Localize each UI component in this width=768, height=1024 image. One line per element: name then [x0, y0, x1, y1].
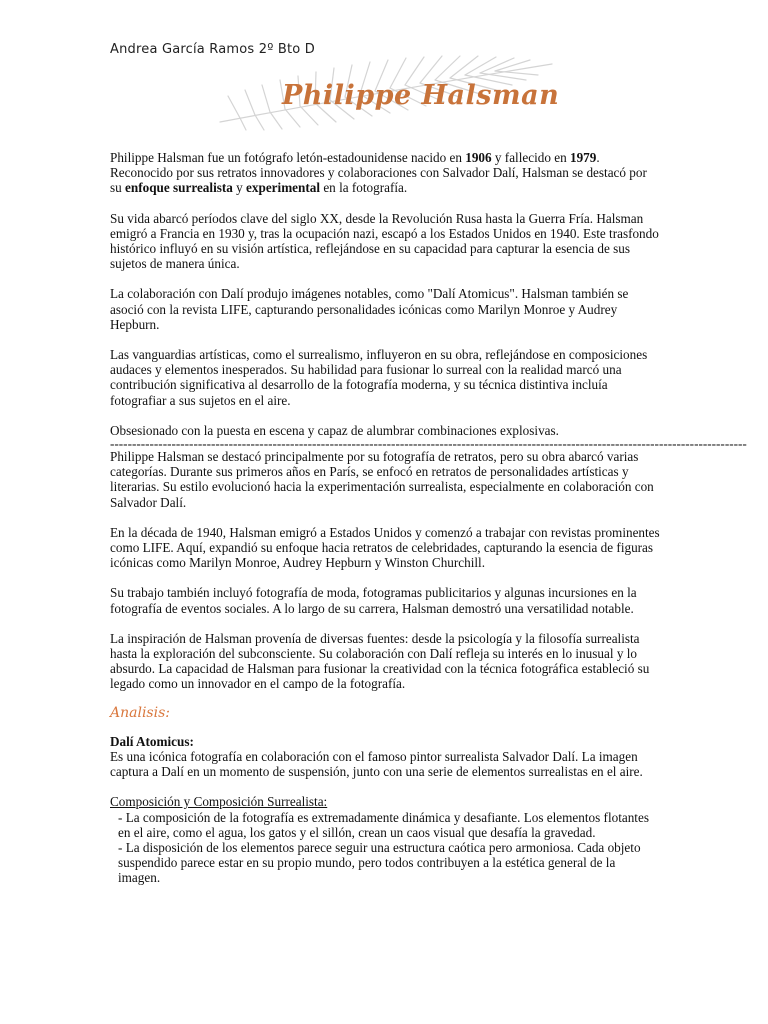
bold-phrase: experimental	[246, 180, 321, 196]
text-segment: y fallecido en	[491, 150, 570, 165]
composition-subheading: Composición y Composición Surrealista:	[110, 794, 328, 810]
birth-year: 1906	[465, 150, 492, 165]
text-segment: Philippe Halsman fue un fotógrafo letón-estadounidense nacido en	[110, 150, 466, 165]
text-segment: en la fotografía.	[320, 180, 408, 196]
intro-paragraph-3: La colaboración con Dalí produjo imágenes notables, como "Dalí Atomicus". Halsman también se asoció con la revista LIFE, capturando personalidades icónicas como Marilyn Monroe y Audrey Hepburn.	[110, 286, 629, 332]
intro-paragraph-1	[110, 150, 660, 196]
details-paragraph-1: Philippe Halsman se destacó principalmente por su fotografía de retratos, pero su obra abarcó varias categorías. Durante sus primeros años en París, se enfocó en retratos de personalidades artísticas y literarias. Su estilo evolucionó hacia la experimentación surrealista, especialmente en colaboración con Salvador Dalí.	[110, 449, 654, 510]
intro-paragraph-2: Su vida abarcó períodos clave del siglo XX, desde la Revolución Rusa hasta la Guerra Fría. Halsman emigró a Francia en 1930 y, tras la ocupación nazi, escapó a los Estados Unidos en 1940. Este trasfondo histórico influyó en su visión artística, reflejándose en su capacidad para capturar la esencia de sus sujetos de manera única.	[110, 210, 659, 272]
details-paragraph-2: En la década de 1940, Halsman emigró a Estados Unidos y comenzó a trabajar con revistas prominentes como LIFE. Aquí, expandió su enfoque hacia retratos de celebridades, capturando la esencia de figuras icónicas como Marilyn Monroe, Audrey Hepburn y Winston Churchill.	[110, 524, 660, 571]
document-body	[110, 150, 747, 886]
bold-phrase: enfoque surrealista	[125, 180, 233, 196]
work-description: Es una icónica fotografía en colaboración con el famoso pintor surrealista Salvador Dalí. La imagen captura a Dalí en un momento de suspensión, junto con una serie de elementos surrealistas en el aire.	[110, 748, 643, 780]
death-year: 1979	[569, 150, 597, 165]
work-title-text: Dalí Atomicus:	[110, 733, 194, 749]
intro-paragraph-5: Obsesionado con la puesta en escena y capaz de alumbrar combinaciones explosivas.	[110, 422, 559, 438]
composition-bullet-2: - La disposición de los elementos parece seguir una estructura caótica pero armoniosa. Cada objeto suspendido parece estar en su propio mundo, pero todos contribuyen a la estética general de la imagen.	[118, 839, 641, 886]
analysis-heading: Analisis:	[110, 704, 170, 721]
dashed-separator: -------------------------------------------------------------------------------------------------------------------------------------------------	[110, 436, 747, 452]
intro-paragraph-4: Las vanguardias artísticas, como el surrealismo, influyeron en su obra, reflejándose en composiciones audaces y elementos inesperados. Su habilidad para fusionar lo surreal con la realidad marcó una contribución significativa al desarrollo de la fotografía moderna, y su técnica distintiva incluía fotografiar a sus sujetos en el aire.	[110, 347, 648, 408]
work-title	[110, 734, 660, 749]
composition-bullet-1: - La composición de la fotografía es extremadamente dinámica y desafiante. Los elementos flotantes en el aire, como el agua, los gatos y el sillón, crean un caos visual que desafía la gravedad.	[118, 809, 649, 840]
details-paragraph-3: Su trabajo también incluyó fotografía de moda, fotogramas publicitarios y algunas incursiones en la fotografía de eventos sociales. A lo largo de su carrera, Halsman demostró una versatilidad notable.	[110, 585, 637, 616]
page-title: Philippe Halsman	[282, 80, 560, 111]
details-paragraph-4: La inspiración de Halsman provenía de diversas fuentes: desde la psicología y la filosofía surrealista hasta la exploración del subconsciente. Su colaboración con Dalí refleja su interés en lo inusual y lo absurdo. La capacidad de Halsman para fusionar la creatividad con la técnica fotográfica estableció su legado como un innovador en el campo de la fotografía.	[110, 630, 650, 692]
text-segment: . Reconocido por sus retratos innovadores y colaboraciones con Salvador Dalí, Halsman se destacó por su	[110, 150, 647, 196]
author-name: Andrea García Ramos 2º Bto D	[110, 42, 315, 57]
text-segment: y	[232, 180, 247, 196]
